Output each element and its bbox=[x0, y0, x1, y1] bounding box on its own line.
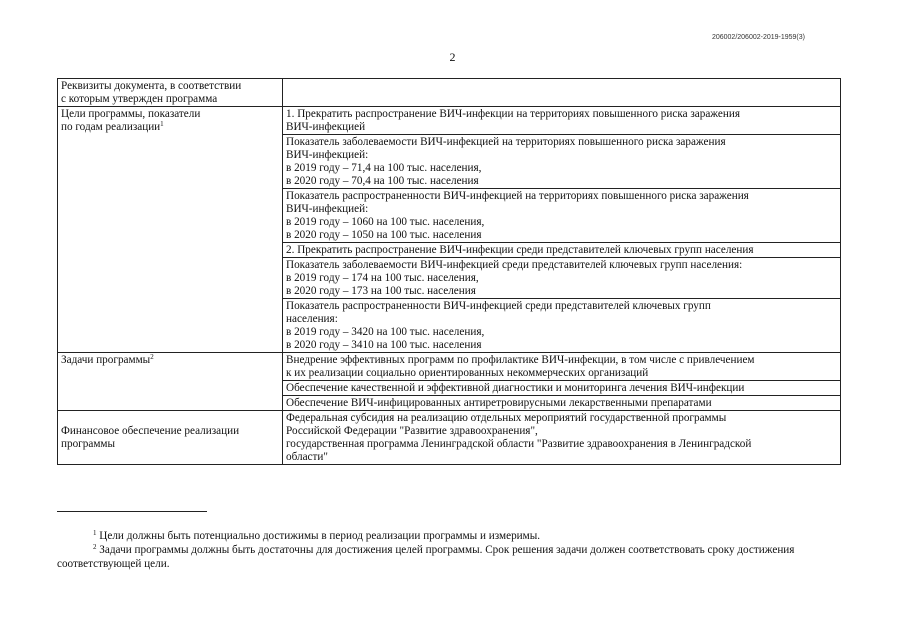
table-row bbox=[58, 107, 841, 135]
content-line: Обеспечение ВИЧ-инфицированных антиретровирусными лекарственными препаратами bbox=[286, 397, 712, 409]
row-content bbox=[283, 381, 841, 396]
row-label bbox=[58, 353, 283, 411]
footnote-1-text: Цели должны быть потенциально достижимы в период реализации программы и измеримы. bbox=[96, 530, 541, 542]
content-line: 1. Прекратить распространение ВИЧ-инфекции на территориях повышенного риска заражения bbox=[286, 108, 740, 120]
content-line: в 2020 году – 1050 на 100 тыс. населения bbox=[286, 229, 482, 241]
page-number: 2 bbox=[449, 50, 456, 64]
content-line: Показатель заболеваемости ВИЧ-инфекцией на территориях повышенного риска заражения bbox=[286, 136, 726, 148]
content-line: в 2020 году – 70,4 на 100 тыс. населения bbox=[286, 175, 479, 187]
row-content bbox=[283, 299, 841, 353]
content-line: области" bbox=[286, 451, 328, 463]
label-line: Финансовое обеспечение реализации bbox=[61, 425, 240, 437]
footnote-2 bbox=[57, 543, 847, 571]
row-content bbox=[283, 353, 841, 381]
content-line: ВИЧ-инфекцией: bbox=[286, 203, 369, 215]
row-content bbox=[283, 243, 841, 258]
row-label bbox=[58, 411, 283, 465]
table-row bbox=[58, 79, 841, 107]
row-content bbox=[283, 258, 841, 299]
content-line: в 2019 году – 3420 на 100 тыс. населения, bbox=[286, 326, 485, 338]
content-line: 2. Прекратить распространение ВИЧ-инфекции среди представителей ключевых групп населения bbox=[286, 244, 754, 256]
content-line: Обеспечение качественной и эффективной диагностики и мониторинга лечения ВИЧ-инфекции bbox=[286, 382, 745, 394]
content-line: в 2020 году – 173 на 100 тыс. населения bbox=[286, 285, 476, 297]
footnotes bbox=[57, 529, 847, 571]
row-content bbox=[283, 189, 841, 243]
footnote-1 bbox=[57, 529, 847, 543]
footnote-ref: 1 bbox=[160, 120, 164, 128]
row-content bbox=[283, 411, 841, 465]
row-content bbox=[283, 79, 841, 107]
content-line: населения: bbox=[286, 313, 338, 325]
footnote-2-number: 2 bbox=[93, 543, 97, 551]
row-content bbox=[283, 107, 841, 135]
label-line bbox=[61, 354, 279, 367]
row-content bbox=[283, 396, 841, 411]
table-row bbox=[58, 353, 841, 381]
label-line: программы bbox=[61, 438, 115, 450]
label-line: Цели программы, показатели bbox=[61, 108, 201, 120]
content-line: Российской Федерации "Развитие здравоохранения", bbox=[286, 425, 538, 437]
label-line bbox=[61, 121, 279, 134]
content-line: ВИЧ-инфекцией: bbox=[286, 149, 369, 161]
label-line: с которым утвержден программа bbox=[61, 93, 218, 105]
content-line: в 2019 году – 174 на 100 тыс. населения, bbox=[286, 272, 479, 284]
content-line: Показатель распространенности ВИЧ-инфекцией на территориях повышенного риска заражения bbox=[286, 190, 749, 202]
row-content bbox=[283, 135, 841, 189]
content-line: государственная программа Ленинградской области "Развитие здравоохранения в Ленинградской bbox=[286, 438, 752, 450]
label-text: Задачи программы bbox=[61, 354, 151, 366]
content-line: Федеральная субсидия на реализацию отдельных мероприятий государственной программы bbox=[286, 412, 727, 424]
table-row bbox=[58, 411, 841, 465]
content-line: к их реализации социально ориентированных некоммерческих организаций bbox=[286, 367, 649, 379]
footnote-2-text: Задачи программы должны быть достаточны для достижения целей программы. Срок решения задачи должен соответствовать сроку достижения соответствующей цели. bbox=[57, 544, 795, 570]
program-table bbox=[57, 78, 841, 465]
content-line: Внедрение эффективных программ по профилактике ВИЧ-инфекции, в том числе с привлечением bbox=[286, 354, 755, 366]
content-line: Показатель распространенности ВИЧ-инфекцией среди представителей ключевых групп bbox=[286, 300, 711, 312]
footnote-separator bbox=[57, 511, 207, 512]
content-line: ВИЧ-инфекцией bbox=[286, 121, 366, 133]
content-line: в 2020 году – 3410 на 100 тыс. населения bbox=[286, 339, 482, 351]
row-label bbox=[58, 107, 283, 353]
label-line: Реквизиты документа, в соответствии bbox=[61, 80, 242, 92]
content-line: в 2019 году – 71,4 на 100 тыс. населения, bbox=[286, 162, 482, 174]
footnote-ref: 2 bbox=[150, 353, 154, 361]
content-line: в 2019 году – 1060 на 100 тыс. населения, bbox=[286, 216, 485, 228]
content-line: Показатель заболеваемости ВИЧ-инфекцией среди представителей ключевых групп населения: bbox=[286, 259, 743, 271]
label-text: по годам реализации bbox=[61, 121, 161, 133]
row-label bbox=[58, 79, 283, 107]
footnote-1-number: 1 bbox=[93, 529, 97, 537]
document-code: 206002/206002-2019-1959(3) bbox=[711, 34, 805, 41]
